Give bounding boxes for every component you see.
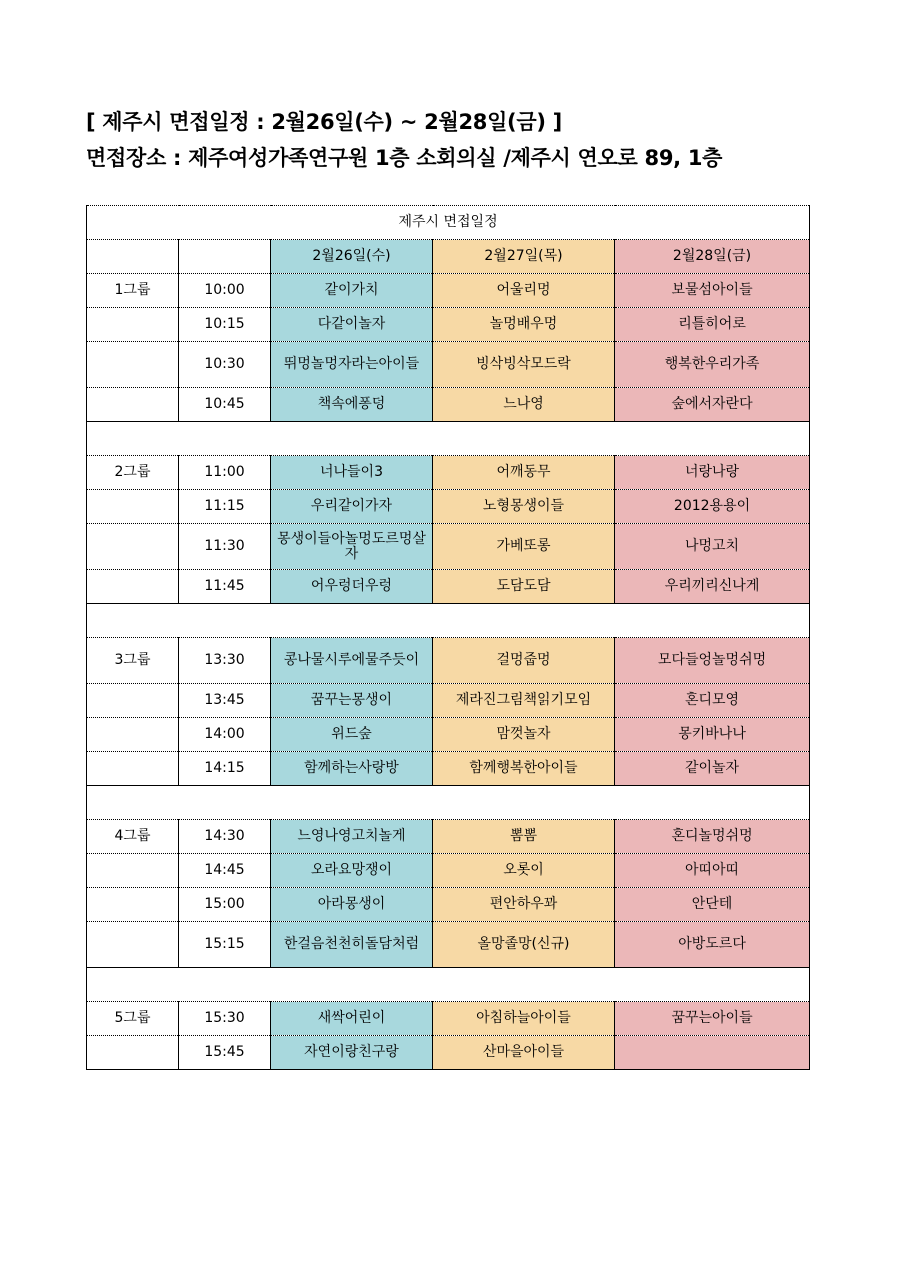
table-row bbox=[87, 922, 810, 968]
separator-cell bbox=[87, 968, 810, 1002]
team-cell-day2: 오롯이 bbox=[433, 854, 615, 888]
time-cell: 15:15 bbox=[179, 922, 271, 968]
team-cell-day3: 아방도르다 bbox=[615, 922, 810, 968]
team-cell-day1: 같이가치 bbox=[271, 274, 433, 308]
time-cell: 13:30 bbox=[179, 638, 271, 684]
table-row bbox=[87, 854, 810, 888]
team-cell-day1: 콩나물시루에물주듯이 bbox=[271, 638, 433, 684]
empty-header-cell bbox=[179, 240, 271, 274]
date-header-row bbox=[87, 240, 810, 274]
time-cell: 10:45 bbox=[179, 388, 271, 422]
team-cell-day2: 어울리멍 bbox=[433, 274, 615, 308]
separator-cell bbox=[87, 786, 810, 820]
team-cell-day1: 꿈꾸는몽생이 bbox=[271, 684, 433, 718]
group-label bbox=[87, 752, 179, 786]
team-cell-day3: 모다들엉놀멍쉬멍 bbox=[615, 638, 810, 684]
team-cell-day3: 리틀히어로 bbox=[615, 308, 810, 342]
team-cell-day1: 책속에퐁덩 bbox=[271, 388, 433, 422]
group-label bbox=[87, 922, 179, 968]
time-cell: 14:00 bbox=[179, 718, 271, 752]
team-cell-day1: 새싹어린이 bbox=[271, 1002, 433, 1036]
table-row bbox=[87, 752, 810, 786]
team-cell-day1: 아라몽생이 bbox=[271, 888, 433, 922]
time-cell: 14:45 bbox=[179, 854, 271, 888]
date-header-day3: 2월28일(금) bbox=[615, 240, 810, 274]
team-cell-day2: 맘껏놀자 bbox=[433, 718, 615, 752]
team-cell-day2: 산마을아이들 bbox=[433, 1036, 615, 1070]
team-cell-day2: 걸멍줍멍 bbox=[433, 638, 615, 684]
team-cell-day1: 어우렁더우렁 bbox=[271, 570, 433, 604]
group-separator bbox=[87, 786, 810, 820]
team-cell-day2: 느나영 bbox=[433, 388, 615, 422]
team-cell-day1: 너나들이3 bbox=[271, 456, 433, 490]
group-label bbox=[87, 1036, 179, 1070]
venue-heading: 면접장소 : 제주여성가족연구원 1층 소회의실 /제주시 연오로 89, 1층 bbox=[86, 146, 723, 170]
time-cell: 10:15 bbox=[179, 308, 271, 342]
table-row bbox=[87, 456, 810, 490]
time-cell: 15:00 bbox=[179, 888, 271, 922]
table-row bbox=[87, 274, 810, 308]
separator-cell bbox=[87, 604, 810, 638]
table-row bbox=[87, 524, 810, 570]
schedule-heading: [ 제주시 면접일정 : 2월26일(수) ~ 2월28일(금) ] bbox=[86, 110, 562, 134]
team-cell-day1: 느영나영고치놀게 bbox=[271, 820, 433, 854]
table-row bbox=[87, 1036, 810, 1070]
group-label bbox=[87, 490, 179, 524]
team-cell-day3: 2012용용이 bbox=[615, 490, 810, 524]
table-row bbox=[87, 888, 810, 922]
team-cell-day1: 함께하는사랑방 bbox=[271, 752, 433, 786]
date-header-day1: 2월26일(수) bbox=[271, 240, 433, 274]
group-label: 4그룹 bbox=[87, 820, 179, 854]
team-cell-day1: 뛰멍놀멍자라는아이들 bbox=[271, 342, 433, 388]
time-cell: 15:45 bbox=[179, 1036, 271, 1070]
separator-cell bbox=[87, 422, 810, 456]
time-cell: 11:45 bbox=[179, 570, 271, 604]
group-label bbox=[87, 718, 179, 752]
table-row bbox=[87, 388, 810, 422]
team-cell-day1: 오라요망쟁이 bbox=[271, 854, 433, 888]
team-cell-day3: 보물섬아이들 bbox=[615, 274, 810, 308]
table-row bbox=[87, 638, 810, 684]
group-separator bbox=[87, 422, 810, 456]
date-header-day2: 2월27일(목) bbox=[433, 240, 615, 274]
team-cell-day2: 가베또롱 bbox=[433, 524, 615, 570]
team-cell-day1: 위드숲 bbox=[271, 718, 433, 752]
group-label bbox=[87, 524, 179, 570]
team-cell-day2: 어깨동무 bbox=[433, 456, 615, 490]
group-label: 1그룹 bbox=[87, 274, 179, 308]
time-cell: 13:45 bbox=[179, 684, 271, 718]
table-row bbox=[87, 342, 810, 388]
team-cell-day2: 아침하늘아이들 bbox=[433, 1002, 615, 1036]
team-cell-day2: 뽐뽐 bbox=[433, 820, 615, 854]
team-cell-day1: 다같이놀자 bbox=[271, 308, 433, 342]
group-label bbox=[87, 388, 179, 422]
team-cell-day3: 우리끼리신나게 bbox=[615, 570, 810, 604]
team-cell-day3: 혼디놀멍쉬멍 bbox=[615, 820, 810, 854]
group-label bbox=[87, 342, 179, 388]
team-cell-day2: 노형몽생이들 bbox=[433, 490, 615, 524]
group-label bbox=[87, 308, 179, 342]
team-cell-day2: 빙삭빙삭모드락 bbox=[433, 342, 615, 388]
group-label: 3그룹 bbox=[87, 638, 179, 684]
team-cell-day2: 도담도담 bbox=[433, 570, 615, 604]
interview-schedule-table bbox=[86, 205, 810, 1070]
team-cell-day3: 숲에서자란다 bbox=[615, 388, 810, 422]
table-title-row bbox=[87, 206, 810, 240]
time-cell: 14:30 bbox=[179, 820, 271, 854]
team-cell-day3: 같이놀자 bbox=[615, 752, 810, 786]
team-cell-day3: 나멍고치 bbox=[615, 524, 810, 570]
group-label: 5그룹 bbox=[87, 1002, 179, 1036]
group-label bbox=[87, 570, 179, 604]
team-cell-day3: 안단테 bbox=[615, 888, 810, 922]
group-separator bbox=[87, 604, 810, 638]
team-cell-day3: 너랑나랑 bbox=[615, 456, 810, 490]
time-cell: 10:30 bbox=[179, 342, 271, 388]
team-cell-day1: 한걸음천천히돌담처럼 bbox=[271, 922, 433, 968]
group-label bbox=[87, 888, 179, 922]
time-cell: 10:00 bbox=[179, 274, 271, 308]
team-cell-day3: 몽키바나나 bbox=[615, 718, 810, 752]
group-label bbox=[87, 684, 179, 718]
team-cell-day2: 함께행복한아이들 bbox=[433, 752, 615, 786]
group-label: 2그룹 bbox=[87, 456, 179, 490]
team-cell-day2: 편안하우꽈 bbox=[433, 888, 615, 922]
team-cell-day3: 꿈꾸는아이들 bbox=[615, 1002, 810, 1036]
table-row bbox=[87, 718, 810, 752]
table-row bbox=[87, 490, 810, 524]
team-cell-day3: 행복한우리가족 bbox=[615, 342, 810, 388]
time-cell: 11:15 bbox=[179, 490, 271, 524]
time-cell: 14:15 bbox=[179, 752, 271, 786]
empty-header-cell bbox=[87, 240, 179, 274]
team-cell-day2: 제라진그림책읽기모임 bbox=[433, 684, 615, 718]
team-cell-day3: 혼디모영 bbox=[615, 684, 810, 718]
team-cell-day2: 올망졸망(신규) bbox=[433, 922, 615, 968]
time-cell: 11:30 bbox=[179, 524, 271, 570]
time-cell: 11:00 bbox=[179, 456, 271, 490]
group-separator bbox=[87, 968, 810, 1002]
team-cell-day1: 자연이랑친구랑 bbox=[271, 1036, 433, 1070]
team-cell-day3 bbox=[615, 1036, 810, 1070]
team-cell-day3: 아띠아띠 bbox=[615, 854, 810, 888]
table-row bbox=[87, 570, 810, 604]
team-cell-day1: 몽생이들아놀멍도르멍살자 bbox=[271, 524, 433, 570]
table-row bbox=[87, 308, 810, 342]
table-row bbox=[87, 684, 810, 718]
team-cell-day1: 우리같이가자 bbox=[271, 490, 433, 524]
table-row bbox=[87, 820, 810, 854]
table-row bbox=[87, 1002, 810, 1036]
time-cell: 15:30 bbox=[179, 1002, 271, 1036]
table-title: 제주시 면접일정 bbox=[87, 206, 810, 240]
team-cell-day2: 놀멍배우멍 bbox=[433, 308, 615, 342]
group-label bbox=[87, 854, 179, 888]
